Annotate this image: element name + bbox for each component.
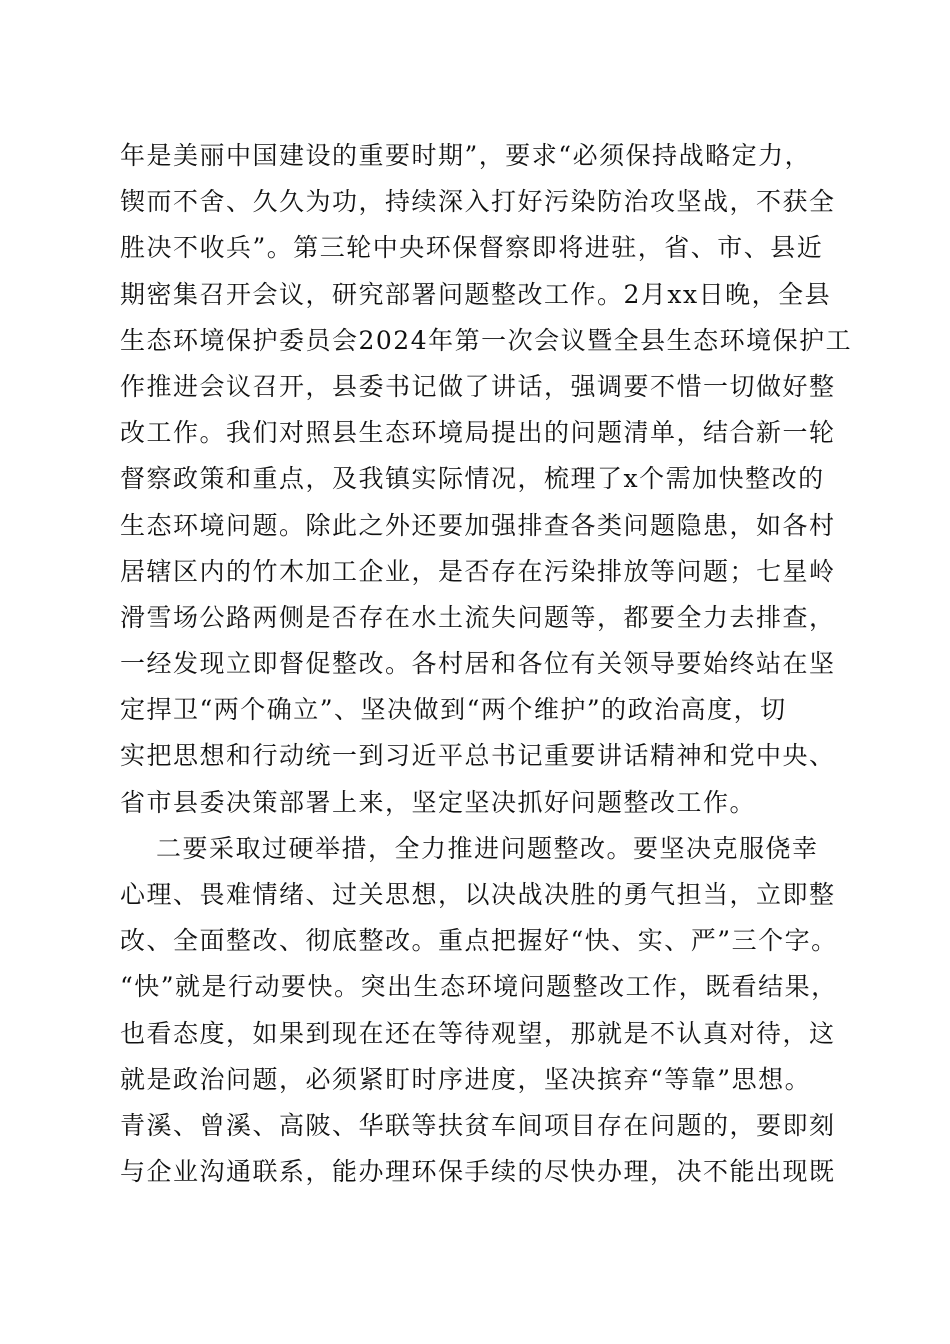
- text-line: 生态环境问题。除此之外还要加强排查各类问题隐患，如各村: [120, 510, 836, 540]
- paragraph-start-line: 二要采取过硬举措，全力推进问题整改。要坚决克服侥幸: [156, 833, 819, 863]
- text-line: 一经发现立即督促整改。各村居和各位有关领导要始终站在坚: [120, 649, 836, 679]
- text-line: 督察政策和重点，及我镇实际情况，梳理了x个需加快整改的: [120, 464, 825, 494]
- text-line: 心理、畏难情绪、过关思想，以决战决胜的勇气担当，立即整: [120, 880, 836, 909]
- text-line: 与企业沟通联系，能办理环保手续的尽快办理，决不能出现既: [120, 1157, 836, 1187]
- text-line: 作推进会议召开，县委书记做了讲话，强调要不惜一切做好整: [120, 371, 836, 401]
- text-line: 定捍卫“两个确立”、坚决做到“两个维护”的政治高度，切: [120, 695, 787, 725]
- text-line: 也看态度，如果到现在还在等待观望，那就是不认真对待，这: [120, 1018, 836, 1048]
- text-line: 实把思想和行动统一到习近平总书记重要讲话精神和党中央、: [120, 741, 836, 771]
- text-line: 省市县委决策部署上来，坚定坚决抓好问题整改工作。: [120, 787, 757, 817]
- text-line: 期密集召开会议，研究部署问题整改工作。2月xx日晚，全县: [120, 279, 832, 309]
- text-line: 改工作。我们对照县生态环境局提出的问题清单，结合新一轮: [120, 418, 836, 448]
- text-line: 年是美丽中国建设的重要时期”，要求“必须保持战略定力，: [120, 141, 812, 170]
- text-line: 锲而不舍、久久为功，持续深入打好污染防治攻坚战，不获全: [120, 187, 836, 217]
- text-line: “快”就是行动要快。突出生态环境问题整改工作，既看结果，: [120, 972, 838, 1002]
- text-line: 滑雪场公路两侧是否存在水土流失问题等，都要全力去排查，: [120, 602, 836, 632]
- text-line: 胜决不收兵”。第三轮中央环保督察即将进驻，省、市、县近: [120, 233, 824, 263]
- text-line: 就是政治问题，必须紧盯时序进度，坚决摈弃“等靠”思想。: [120, 1064, 812, 1094]
- text-line: 改、全面整改、彻底整改。重点把握好“快、实、严”三个字。: [120, 926, 838, 956]
- text-line: 青溪、曾溪、高陂、华联等扶贫车间项目存在问题的，要即刻: [120, 1110, 836, 1140]
- text-line: 生态环境保护委员会2024年第一次会议暨全县生态环境保护工: [120, 325, 853, 355]
- document-body: [120, 133, 860, 1195]
- text-line: 居辖区内的竹木加工企业，是否存在污染排放等问题；七星岭: [120, 556, 836, 586]
